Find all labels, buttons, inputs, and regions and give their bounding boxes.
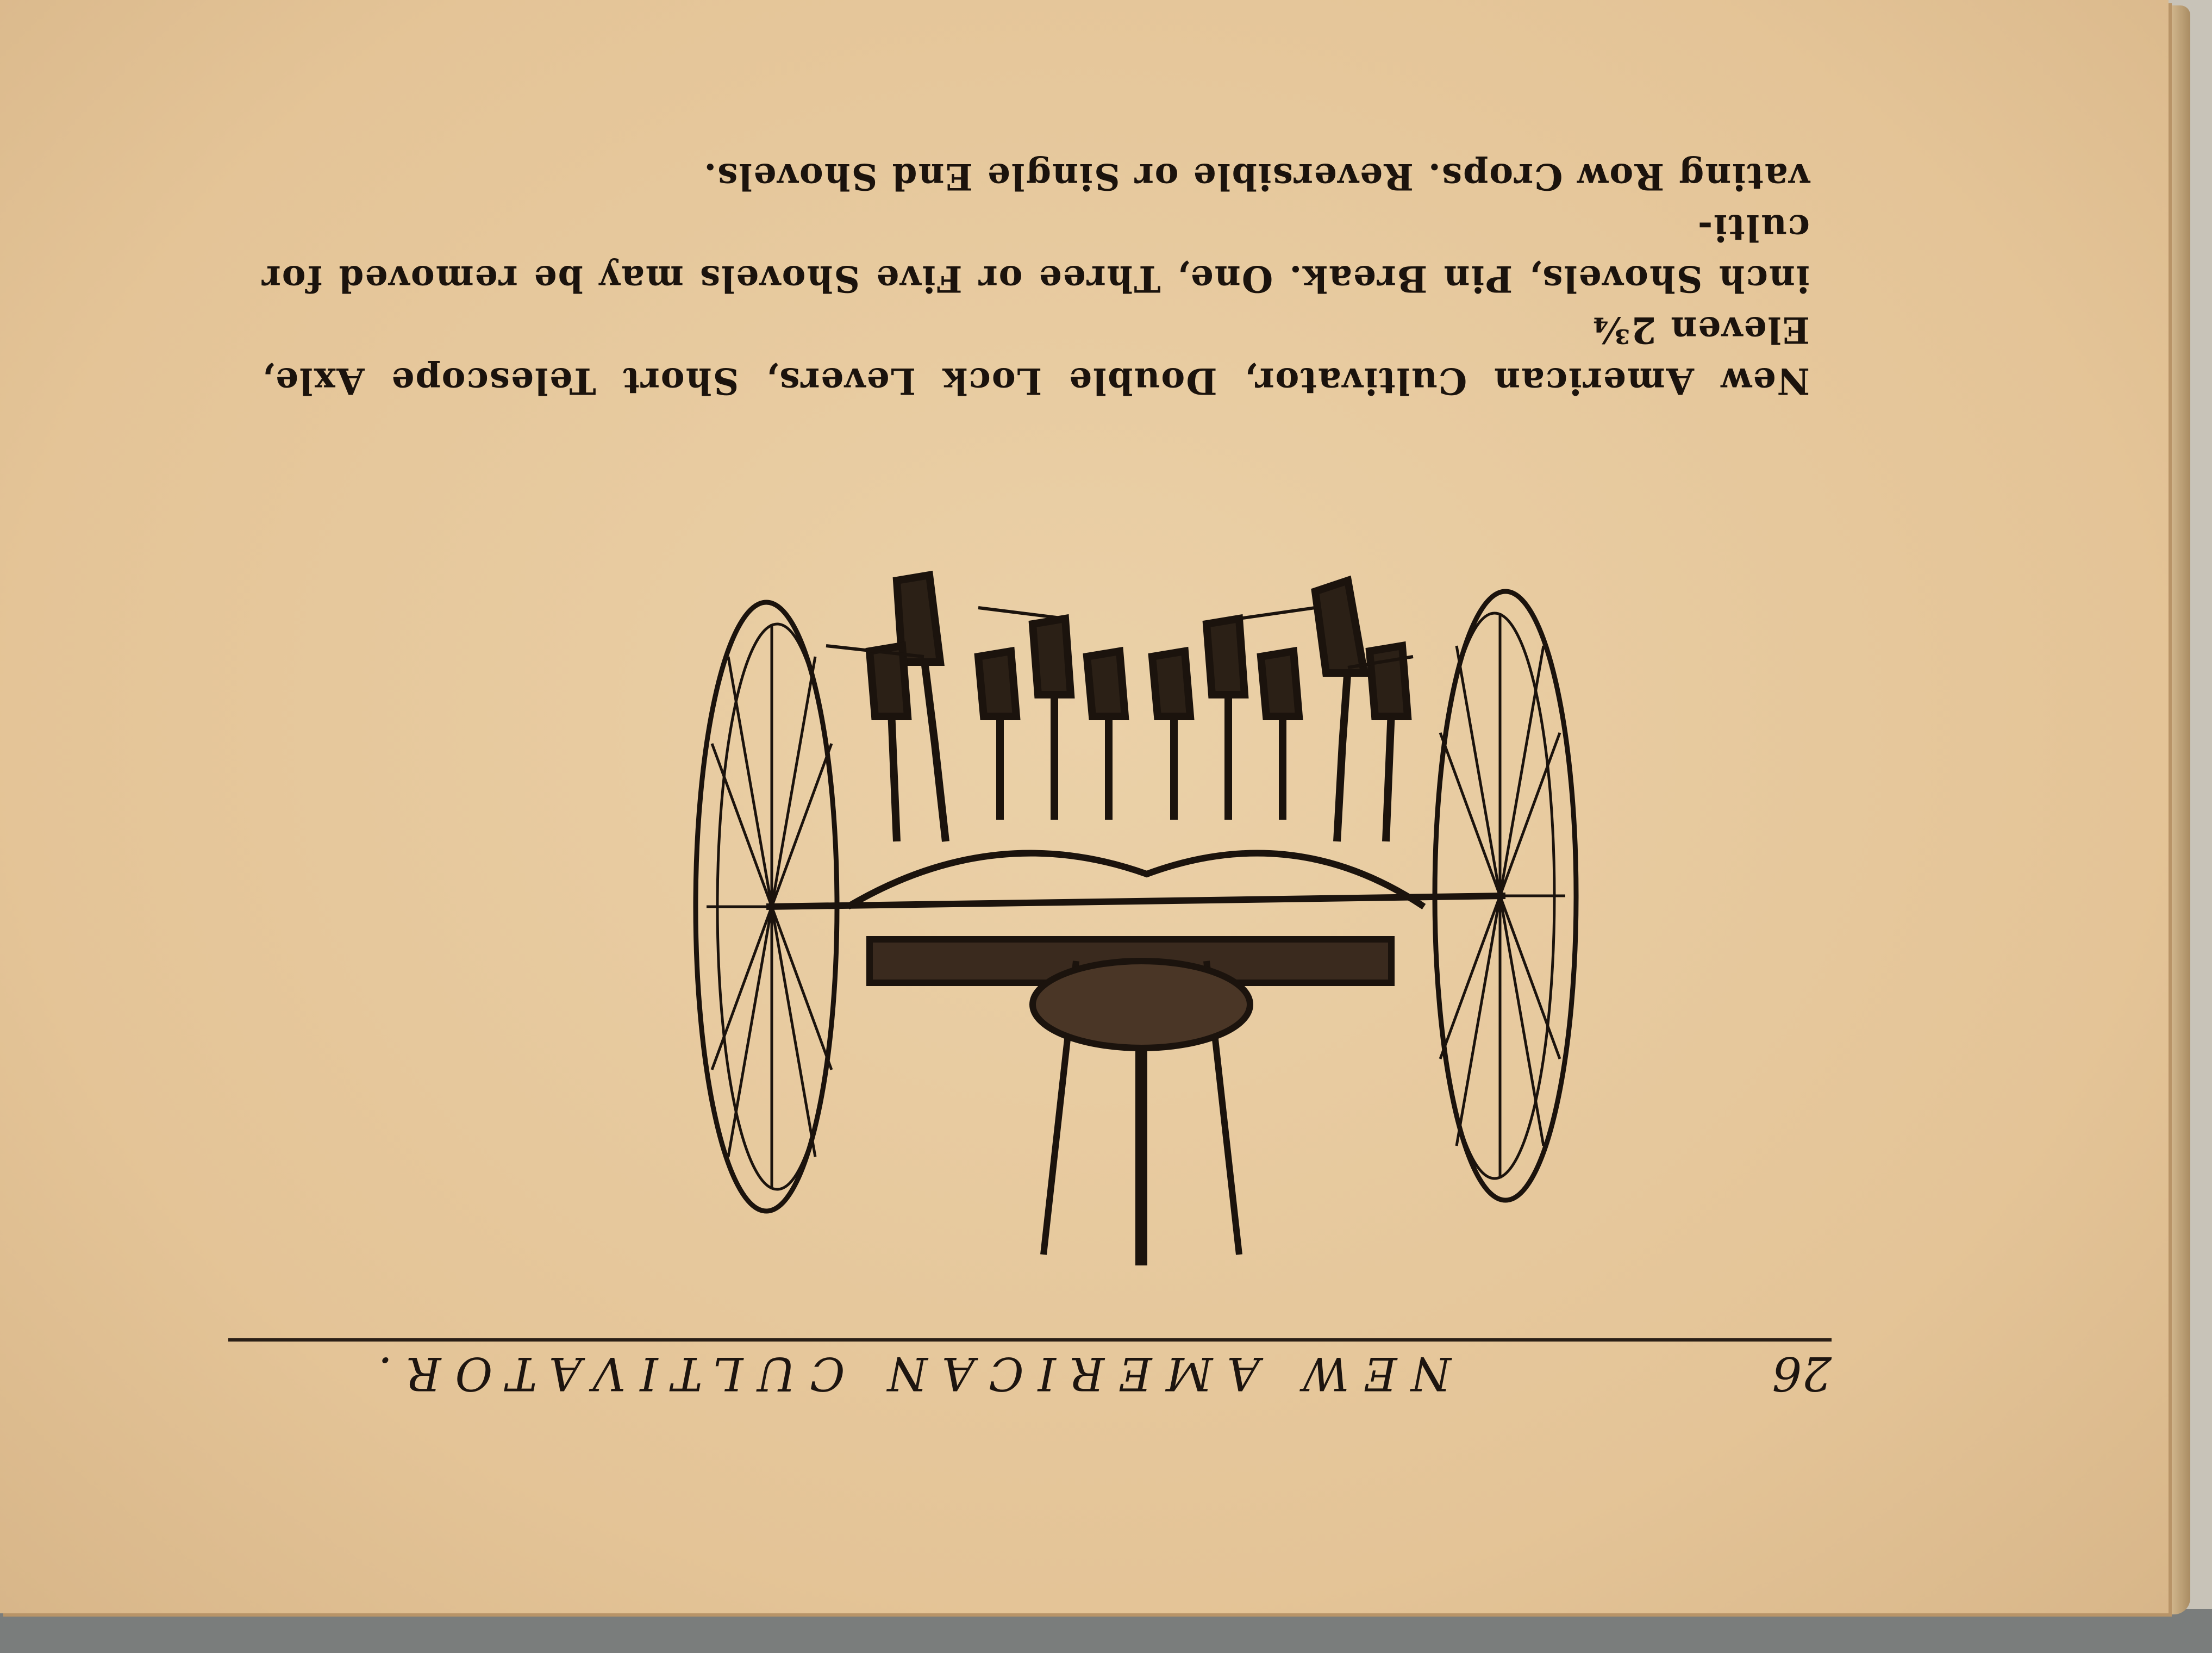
running-head: NEW AMERICAN CULTIVATOR. [364, 1347, 1451, 1400]
caption-line-2: inch Shovels, Pin Break. One, Three or Five Shovels may be removed for culti- [261, 207, 1810, 300]
header-rule [228, 1338, 1832, 1342]
figure-caption [261, 151, 1810, 407]
caption-line-3: vating Row Crops. Reversible or Single End Shovels. [703, 155, 1810, 198]
caption-line-1: New American Cultivator, Double Lock Levers, Short Telescope Axle, Eleven 2¾ [261, 309, 1810, 402]
page-header [245, 1335, 1832, 1406]
cultivator-engraving-icon [652, 570, 1620, 1287]
page-number: 26 [1772, 1346, 1832, 1400]
